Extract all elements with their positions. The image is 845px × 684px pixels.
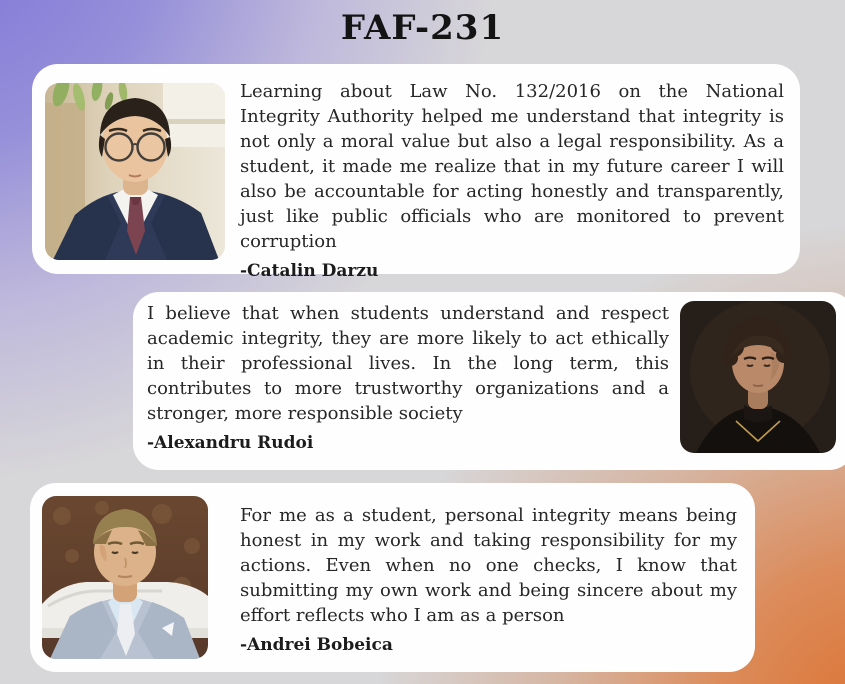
quote-text: Learning about Law No. 132/2016 on the National Integrity Authority helped me understand that integrity is not only a moral value but also a legal responsibility. As a student, it made me realize that in my future career I will also be accountable for acting honestly and transparently, just like public officials who are monitored to prevent corruption (240, 81, 784, 252)
quote-author: -Catalin Darzu (240, 261, 379, 281)
quote-text: For me as a student, personal integrity means being honest in my work and taking responsibility for my actions. Even when no one checks, I know that submitting my own work and being sincere about my effort reflects who I am as a person (240, 505, 737, 626)
catalin-darzu-portrait-photo (45, 83, 225, 260)
quote-author: -Andrei Bobeica (240, 635, 393, 655)
page-title: FAF-231 (340, 8, 505, 48)
testimonial-card-andrei-bobeica (30, 483, 755, 672)
catalin-darzu-portrait-illustration (45, 83, 225, 260)
testimonial-text-andrei-bobeica (240, 503, 737, 655)
andrei-bobeica-portrait-illustration (42, 496, 208, 659)
testimonial-text-catalin-darzu (240, 79, 784, 281)
alexandru-rudoi-portrait-illustration (680, 301, 836, 453)
testimonial-card-alexandru-rudoi (133, 292, 845, 470)
andrei-bobeica-portrait-photo (42, 496, 208, 659)
quote-author: -Alexandru Rudoi (147, 433, 314, 453)
testimonial-text-alexandru-rudoi (147, 301, 669, 453)
quote-text: I believe that when students understand and respect academic integrity, they are more likely to act ethically in their professional lives. In the long term, this contributes to more trustworthy organizations and a stronger, more responsible society (147, 303, 669, 424)
alexandru-rudoi-portrait-photo (680, 301, 836, 453)
testimonial-card-catalin-darzu (32, 64, 800, 281)
